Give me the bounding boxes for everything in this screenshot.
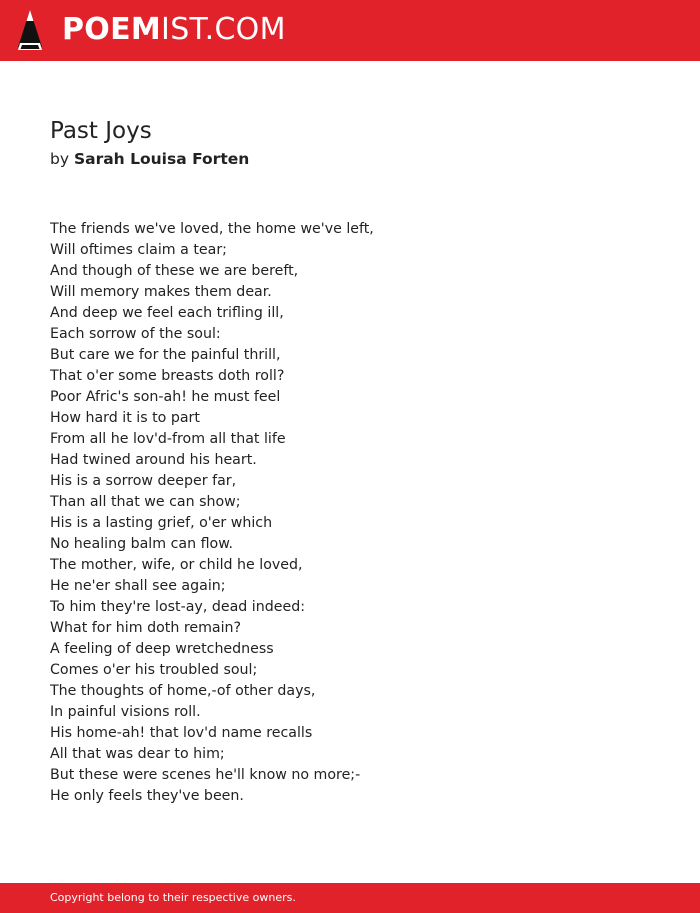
poem-line: A feeling of deep wretchedness [50,641,274,657]
poem-line: Each sorrow of the soul: [50,326,221,342]
poem-title: Past Joys [50,118,152,144]
poem-author: Sarah Louisa Forten [73,150,250,168]
poem-line: That o'er some breasts doth roll? [50,368,285,384]
poem-line: His is a sorrow deeper far, [50,473,237,489]
poem-line: His home-ah! that lov'd name recalls [50,725,313,741]
poem-line: Poor Afric's son-ah! he must feel [50,389,281,405]
poem-line: All that was dear to him; [50,746,225,762]
poem-line: In painful visions roll. [50,704,201,720]
site-header [0,0,700,61]
poem-line: He ne'er shall see again; [50,578,226,594]
poem-body [50,219,374,807]
poem-line: Will memory makes them dear. [50,284,272,300]
site-footer [0,883,700,913]
poem-byline [50,149,249,169]
brand-light: IST.COM [161,12,286,47]
pencil-icon[interactable] [17,9,43,51]
poem-line: The thoughts of home,-of other days, [50,683,316,699]
poem-line: To him they're lost-ay, dead indeed: [50,599,305,615]
poem-line: But care we for the painful thrill, [50,347,281,363]
poem-line: And though of these we are bereft, [50,263,299,279]
poem-line: What for him doth remain? [50,620,242,636]
by-label: by [50,150,70,168]
poem-line: How hard it is to part [50,410,200,426]
brand-bold: POEM [62,12,162,47]
poem-line: His is a lasting grief, o'er which [50,515,273,531]
poem-line: The friends we've loved, the home we've left, [50,221,374,237]
copyright-text: Copyright belong to their respective owners. [50,891,296,904]
poem-line: Had twined around his heart. [50,452,257,468]
poem-line: Will oftimes claim a tear; [50,242,227,258]
poem-line: The mother, wife, or child he loved, [50,557,303,573]
poem-line: Comes o'er his troubled soul; [50,662,258,678]
poem-line: No healing balm can flow. [50,536,234,552]
poem-line: But these were scenes he'll know no more;- [50,767,361,783]
poem-line: He only feels they've been. [50,788,244,804]
site-logo-text[interactable] [62,12,286,48]
poem-line: Than all that we can show; [50,494,241,510]
poem-line: And deep we feel each trifling ill, [50,305,284,321]
poem-line: From all he lov'd-from all that life [50,431,286,447]
